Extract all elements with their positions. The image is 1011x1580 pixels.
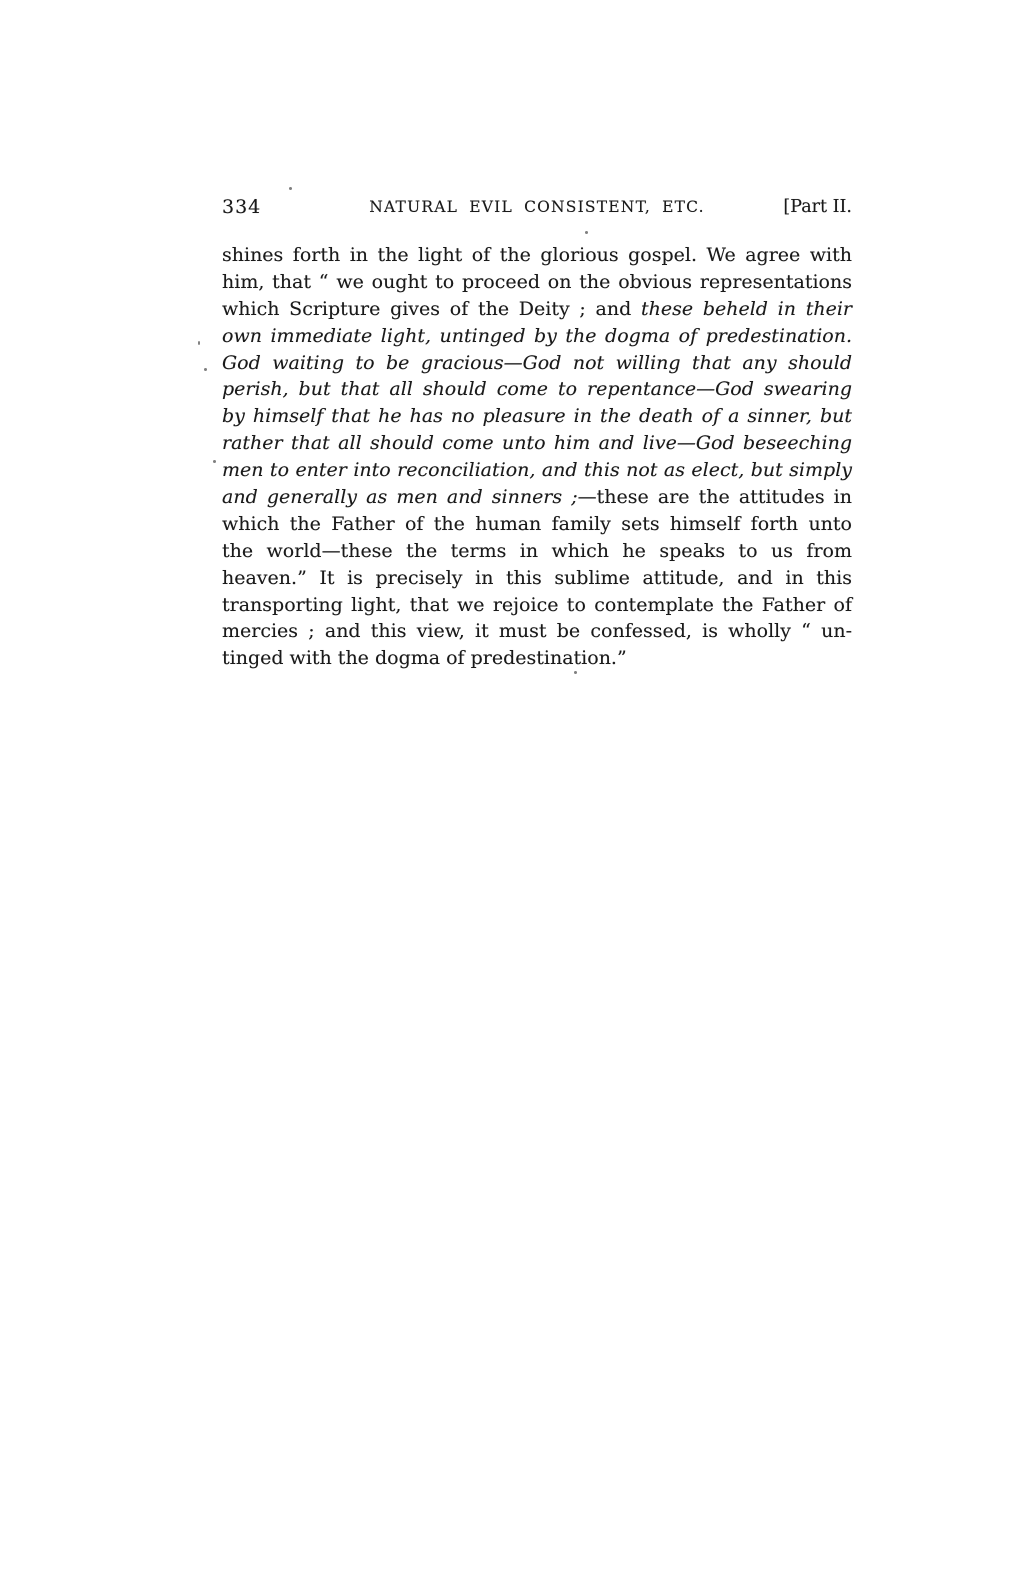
text-segment: tinged with the dogma of predestination.” [222,647,627,670]
text-segment: perish, but that all should come to repentance—God swearing [222,378,852,401]
text-segment: him, that “ we ought to proceed on the obvious representations [222,270,852,293]
text-segment: men to enter into reconciliation, and this not as elect, but simply [222,459,852,482]
running-header [222,196,852,220]
text-line [222,592,852,619]
scan-speck-dot [289,187,292,190]
text-line [222,484,852,511]
text-line [222,565,852,592]
text-segment: which Scripture gives of the Deity ; and [222,297,641,320]
text-segment: shines forth in the light of the glorious gospel. We agree with [222,244,852,266]
text-line [222,242,852,269]
text-line [222,403,852,430]
text-line [222,618,852,645]
text-segment: transporting light, that we rejoice to contemplate the Father of [222,593,852,616]
running-title: NATURAL EVIL CONSISTENT, ETC. [369,198,705,216]
text-segment: and generally as men and sinners ; [222,486,578,509]
body-paragraph [222,242,852,672]
text-segment: own immediate light, untinged by the dogma of predestination. [222,324,852,347]
text-segment: the world—these the terms in which he speaks to us from [222,539,852,562]
text-line [222,430,852,457]
text-line [222,376,852,403]
page-number: 334 [222,196,262,218]
text-segment: these beheld in their [641,297,852,320]
text-segment: God waiting to be gracious—God not willing that any should [222,351,852,374]
scan-speck-dot [585,231,588,234]
text-line [222,323,852,350]
scan-speck-dot [198,341,200,345]
scan-speck-dot [574,671,577,674]
text-segment: —these are the attitudes in [577,486,852,509]
text-line [222,350,852,377]
text-line [222,538,852,565]
part-label: [Part II. [783,197,852,217]
scan-speck-dot [213,460,216,463]
text-segment: heaven.” It is precisely in this sublime attitude, and in this [222,566,852,589]
scan-speck-dot [204,368,207,371]
text-line [222,296,852,323]
text-line [222,269,852,296]
text-line [222,645,852,672]
text-segment: mercies ; and this view, it must be confessed, is wholly “ un- [222,620,852,643]
text-segment: by himself that he has no pleasure in the death of a sinner, but [222,405,852,428]
text-line [222,457,852,484]
text-segment: which the Father of the human family sets himself forth unto [222,512,852,535]
text-line [222,511,852,538]
text-segment: rather that all should come unto him and live—God beseeching [222,432,852,455]
